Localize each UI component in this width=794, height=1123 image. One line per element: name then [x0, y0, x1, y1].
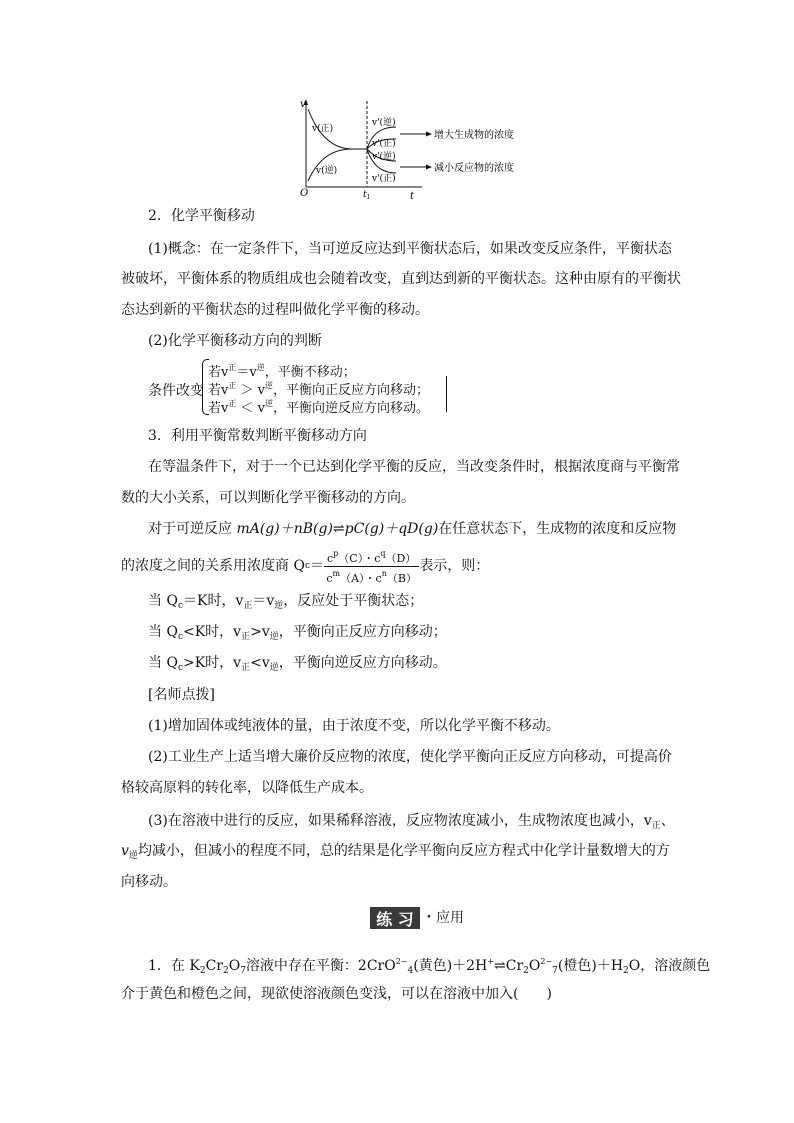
reverse-curve: [308, 149, 352, 181]
question1-line1: 1．在 $K_2Cr_2O_7$溶液中存在平衡：2CrO$^{2-}_4$(黄色)$+2H^+\rightleftharpoons Cr_2O^{2-}_7$(橙色)$+H_2O$，溶液颜色: [148, 957, 711, 976]
tip2-line1: (2)工业生产上适当增大廉价反应物的浓度，使化学平衡向正反应方向移动，可提高价: [148, 749, 672, 765]
tip3-line2: $v_逆$均减小，但减小的程度不同，总的结果是化学平衡向反应方程式中化学计量数增大的方: [121, 843, 670, 861]
section3-para1-line1: 在等温条件下，对于一个已达到化学平衡的反应，当改变条件时，根据浓度商与平衡常: [148, 459, 680, 475]
upper-top-label: v'(逆): [372, 118, 396, 128]
rate-time-figure: [292, 95, 552, 209]
qc-case2: 当 $Q_c<K$时，$v_正>v_逆$，平衡向正反应方向移动；: [148, 624, 447, 642]
practice-suffix: ・应用: [422, 910, 464, 926]
concentration-quotient-fraction: $\frac{c^p(C)・c^q(D)}{c^m(A)・c^n(B)}$: [324, 547, 419, 586]
x-axis-label: t: [410, 191, 415, 202]
tip3-line3: 向移动。: [121, 874, 177, 890]
tip2-line2: 格较高原料的转化率，以降低生产成本。: [121, 780, 373, 796]
lower-bottom-label: v'(正): [372, 174, 396, 184]
t1-label: $t_1$: [363, 190, 371, 201]
section3-para2-line2: 的浓度之间的关系用浓度商 Q c ＝ $\frac{c^p(C)・c^q(D)}{c^m(A)・c^n(B)}$ 表示，则：: [121, 548, 490, 585]
qc-case3: 当 $Q_c>K$时，$v_正<v_逆$，平衡向逆反应方向移动。: [148, 655, 447, 673]
concept-line3: 态达到新的平衡状态的过程叫做化学平衡的移动。: [121, 302, 429, 318]
qc-case1: 当 $Q_c=K$时，$v_正=v_逆$，反应处于平衡状态；: [148, 593, 424, 611]
reverse-label: v(逆): [316, 166, 338, 176]
origin-label: O: [300, 188, 309, 199]
section3-para1-line2: 数的大小关系，可以判断化学平衡移动的方向。: [121, 490, 415, 506]
question1-line2: 介于黄色和橙色之间，现欲使溶液颜色变浅，可以在溶液中加入( ): [121, 986, 552, 1002]
tip1: (1)增加固体或纯液体的量，由于浓度不变，所以化学平衡不移动。: [148, 718, 560, 734]
direction-heading: (2)化学平衡移动方向的判断: [148, 333, 322, 349]
tip3-line1: (3)在溶液中进行的反应，如果稀释溶液，反应物浓度减小，生成物浓度也减小，$v_正$、: [148, 813, 675, 831]
concept-line1: (1)概念：在一定条件下，当可逆反应达到平衡状态后，如果改变反应条件，平衡状态: [148, 241, 672, 257]
section3-para2-line1: 对于可逆反应 mA(g)＋nB(g)⇌pC(g)＋qD(g)在任意状态下，生成物的浓度和反应物: [148, 521, 677, 537]
section2-heading: 2．化学平衡移动: [148, 208, 255, 224]
y-axis-label: v: [300, 99, 306, 110]
case3-line: 若$v^正 < v^逆$，平衡向逆反应方向移动。: [208, 399, 429, 416]
condition-label: 条件改变: [148, 383, 204, 399]
upper-arrow-label: 增大生成物的浓度: [434, 130, 514, 141]
case2-line: 若$v^正 > v^逆$，平衡向正反应方向移动；: [208, 381, 429, 398]
right-bar: [444, 376, 447, 412]
forward-label: v(正): [312, 124, 334, 134]
upper-bottom-label: v'(正): [372, 139, 396, 149]
case1-line: 若$v^正=v^逆$，平衡不移动；: [208, 363, 356, 380]
lower-top-label: v'(逆): [372, 152, 396, 162]
lower-arrow-label: 减小反应物的浓度: [434, 163, 514, 174]
tips-heading: [名师点拨]: [148, 687, 215, 703]
rate-time-graph: [292, 95, 552, 205]
section3-heading: 3．利用平衡常数判断平衡移动方向: [148, 428, 367, 444]
concept-line2: 被破坏，平衡体系的物质组成也会随着改变，直到达到新的平衡状态。这种由原有的平衡状: [121, 271, 681, 287]
practice-badge: 练 习: [370, 907, 420, 929]
